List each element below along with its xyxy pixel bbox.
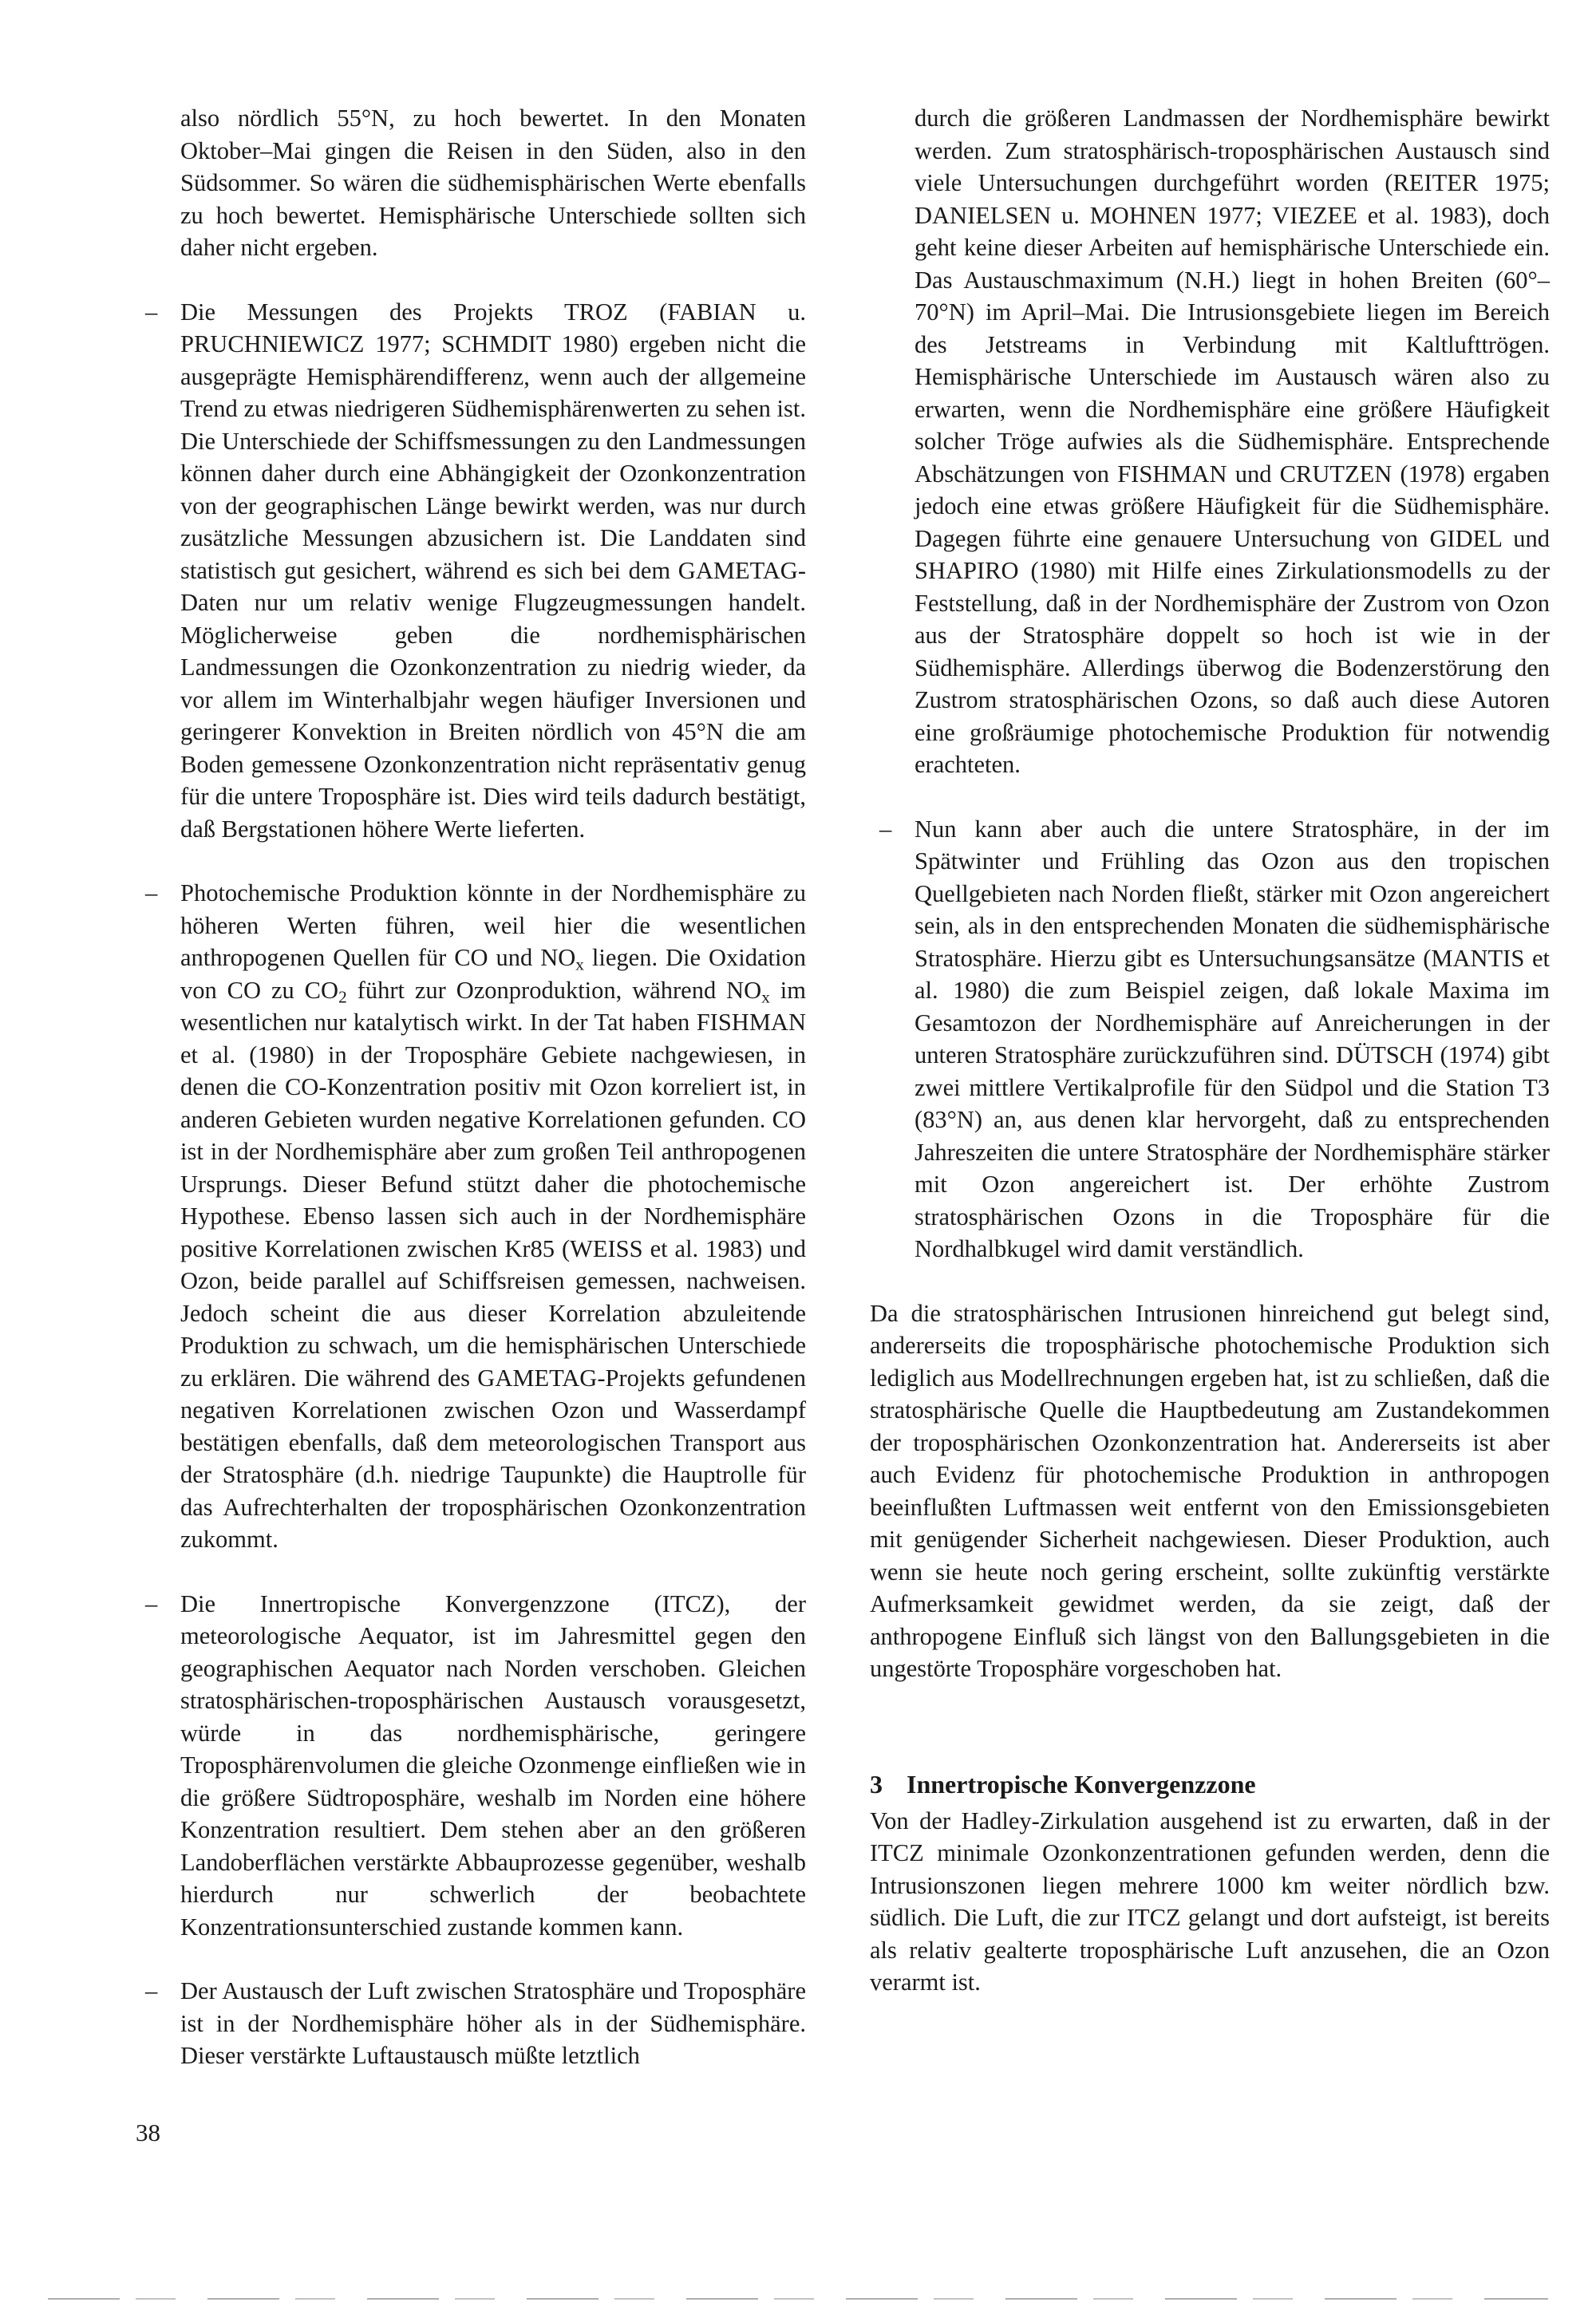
list-item-text: Nun kann aber auch die untere Stratosphäre, in der im Spätwinter und Frühling das Ozon aus den tropischen Quellgebieten nach Norden fließt, stärker mit Ozon angereichert sein, als in den entsprechenden Monaten die südhemisphärische Stratosphäre. Hierzu gibt es Untersuchungsansätze (MANTIS et al. 1980) die zum Beispiel zeigen, daß lokale Maxima im Gesamtozon der Nordhemisphäre auf Anreicherungen in der unteren Stratosphäre zurückzuführen sind. DÜTSCH (1974) gibt zwei mittlere Vertikalprofile für den Südpol und die Station T3 (83°N) an, aus denen klar hervorgeht, daß zu entsprechenden Jahreszeiten die untere Stratosphäre der Nordhemisphäre stärker mit Ozon angereichert ist. Der erhöhte Zustrom stratosphärischen Ozons in die Troposphäre für die Nordhalbkugel wird damit verständlich. (915, 815, 1550, 1262)
page-number: 38 (136, 2119, 160, 2146)
section-heading (870, 1768, 1550, 1800)
left-dash-list (136, 296, 806, 2072)
list-item-text: Die Messungen des Projekts TROZ (FABIAN u. PRUCHNIEWICZ 1977; SCHMDIT 1980) ergeben nicht die ausgeprägte Hemisphärendifferenz, wenn auch der allgemeine Trend zu etwas niedrigeren Südhemisphärenwerten zu sehen ist. Die Unterschiede der Schiffsmessungen zu den Landmessungen können daher durch eine Abhängigkeit der Ozonkonzentration von der geographischen Länge bewirkt werden, was nur durch zusätzliche Messungen abzusichern ist. Die Landdaten sind statistisch gut gesichert, während es sich bei dem GAMETAG-Daten nur um relativ wenige Flugzeugmessungen handelt. Möglicherweise geben die nordhemisphärischen Landmessungen die Ozonkonzentration zu niedrig wieder, da vor allem im Winterhalbjahr wegen häufiger Inversionen und geringerer Konvektion in Breiten nördlich von 45°N die am Boden gemessene Ozonkonzentration nicht repräsentativ genug für die untere Troposphäre ist. Dies wird teils dadurch bestätigt, daß Bergstationen höhere Werte lieferten. (180, 298, 806, 843)
section-body-paragraph: Von der Hadley-Zirkulation ausgehend ist zu erwarten, daß in der ITCZ minimale Ozonkonzentrationen gefunden werden, denn die Intrusionszonen liegen mehrere 1000 km weiter nördlich bzw. südlich. Die Luft, die zur ITCZ gelangt und dort aufsteigt, ist bereits als relativ gealterte troposphärische Luft anzusehen, die an Ozon verarmt ist. (870, 1807, 1550, 1996)
right-dash-list (870, 813, 1550, 1266)
section-title: Innertropische Konvergenzzone (907, 1769, 1256, 1799)
left-continuation-paragraph: also nördlich 55°N, zu hoch bewertet. In den Monaten Oktober–Mai gingen die Reisen in den Süden, also in den Südsommer. So wären die südhemisphärischen Werte ebenfalls zu hoch bewertet. Hemisphärische Unterschiede sollten sich daher nicht ergeben. (180, 105, 806, 261)
dash-bullet: – (145, 1977, 158, 2004)
right-column (870, 102, 1550, 1999)
list-item-text: Photochemische Produktion könnte in der Nordhemisphäre zu höheren Werten führen, weil hier die wesentlichen anthropogenen Quellen für CO und $NO_x$ liegen. Die Oxidation von CO zu $CO_2$ führt zur Ozonproduktion, während $NO_x$ im wesentlichen nur katalytisch wirkt. In der Tat haben FISHMAN et al. (1980) in der Troposphäre Gebiete nachgewiesen, in denen die CO-Konzentration positiv mit Ozon korreliert ist, in anderen Gebieten wurden negative Korrelationen gefunden. CO ist in der Nordhemisphäre aber zum großen Teil anthropogenen Ursprungs. Dieser Befund stützt daher die photochemische Hypothese. Ebenso lassen sich auch in der Nordhemisphäre positive Korrelationen zwischen Kr85 (WEISS et al. 1983) und Ozon, beide parallel auf Schiffsreisen gemessen, nachweisen. Jedoch scheint die aus dieser Korrelation abzuleitende Produktion zu schwach, um die hemisphärischen Unterschiede zu erklären. Die während des GAMETAG-Projekts gefundenen negativen Korrelationen zwischen Ozon und Wasserdampf bestätigen ebenfalls, daß dem meteorologischen Transport aus der Stratosphäre (d.h. niedrige Taupunkte) die Hauptrolle für das Aufrechterhalten der troposphärischen Ozonkonzentration zukommt. (180, 879, 806, 1553)
list-item (870, 813, 1550, 1266)
dash-bullet: – (145, 1589, 158, 1617)
conclusion-paragraph: Da die stratosphärischen Intrusionen hinreichend gut belegt sind, andererseits die troposphärische photochemische Produktion sich lediglich aus Modellrechnungen ergeben hat, ist zu schließen, daß die stratosphärische Quelle die Hauptbedeutung am Zustandekommen der troposphärischen Ozonkonzentration hat. Andererseits ist aber auch Evidenz für photochemische Produktion in anthropogen beeinflußten Luftmassen weit entfernt von den Emissionsgebieten mit genügender Sicherheit nachgewiesen. Dieser Produktion, auch wenn sie heute noch gering erscheint, sollte zukünftig verstärkte Aufmerksamkeit gewidmet werden, da sie zeigt, daß der anthropogene Einfluß sich längst von den Ballungsgebieten in die ungestörte Troposphäre vorgeschoben hat. (870, 1299, 1550, 1682)
section-number: 3 (870, 1769, 883, 1799)
list-item (136, 296, 806, 846)
list-item-text: Die Innertropische Konvergenzzone (ITCZ), der meteorologische Aequator, ist im Jahresmittel gegen den geographischen Aequator nach Norden verschoben. Gleichen stratosphärischen-troposphärischen Austausch vorausgesetzt, würde in das nordhemisphärische, geringere Troposphärenvolumen die gleiche Ozonmenge einfließen wie in die größere Südtroposphäre, weshalb im Norden eine höhere Konzentration resultiert. Dem stehen aber an den größeren Landoberflächen verstärkte Abbauprozesse gegenüber, weshalb hierdurch nur schwerlich der beobachtete Konzentrationsunterschied zustande kommen kann. (180, 1589, 806, 1941)
list-item (136, 1588, 806, 1944)
scan-artifact-line (48, 2298, 1548, 2300)
right-continuation-paragraph: durch die größeren Landmassen der Nordhemisphäre bewirkt werden. Zum stratosphärisch-troposphärischen Austausch sind viele Untersuchungen durchgeführt worden (REITER 1975; DANIELSEN u. MOHNEN 1977; VIEZEE et al. 1983), doch geht keine dieser Arbeiten auf hemisphärische Unterschiede ein. Das Austauschmaximum (N.H.) liegt in hohen Breiten (60°–70°N) im April–Mai. Die Intrusionsgebiete liegen im Bereich des Jetstreams in Verbindung mit Kaltlufttrögen. Hemisphärische Unterschiede im Austausch wären also zu erwarten, wenn die Nordhemisphäre eine größere Häufigkeit solcher Tröge aufwies als die Südhemisphäre. Entsprechende Abschätzungen von FISHMAN und CRUTZEN (1978) ergaben jedoch eine etwas größere Häufigkeit für die Südhemisphäre. Dagegen führte eine genauere Untersuchung von GIDEL und SHAPIRO (1980) mit Hilfe eines Zirkulationsmodells zu der Feststellung, daß in der Nordhemisphäre der Zustrom von Ozon aus der Stratosphäre doppelt so hoch ist wie in der Südhemisphäre. Allerdings überwog die Bodenzerstörung den Zustrom stratosphärischen Ozons, so daß auch diese Autoren eine großräumige photochemische Produktion für notwendig erachteten. (915, 105, 1550, 778)
list-item-photochemical (136, 877, 806, 1556)
left-column (136, 102, 806, 2072)
dash-bullet: – (879, 815, 892, 843)
dash-bullet: – (145, 879, 158, 906)
dash-bullet: – (145, 298, 158, 326)
list-item (136, 1975, 806, 2072)
list-item-text: Der Austausch der Luft zwischen Stratosphäre und Troposphäre ist in der Nordhemisphäre höher als in der Südhemisphäre. Dieser verstärkte Luftaustausch müßte letztlich (180, 1977, 806, 2069)
